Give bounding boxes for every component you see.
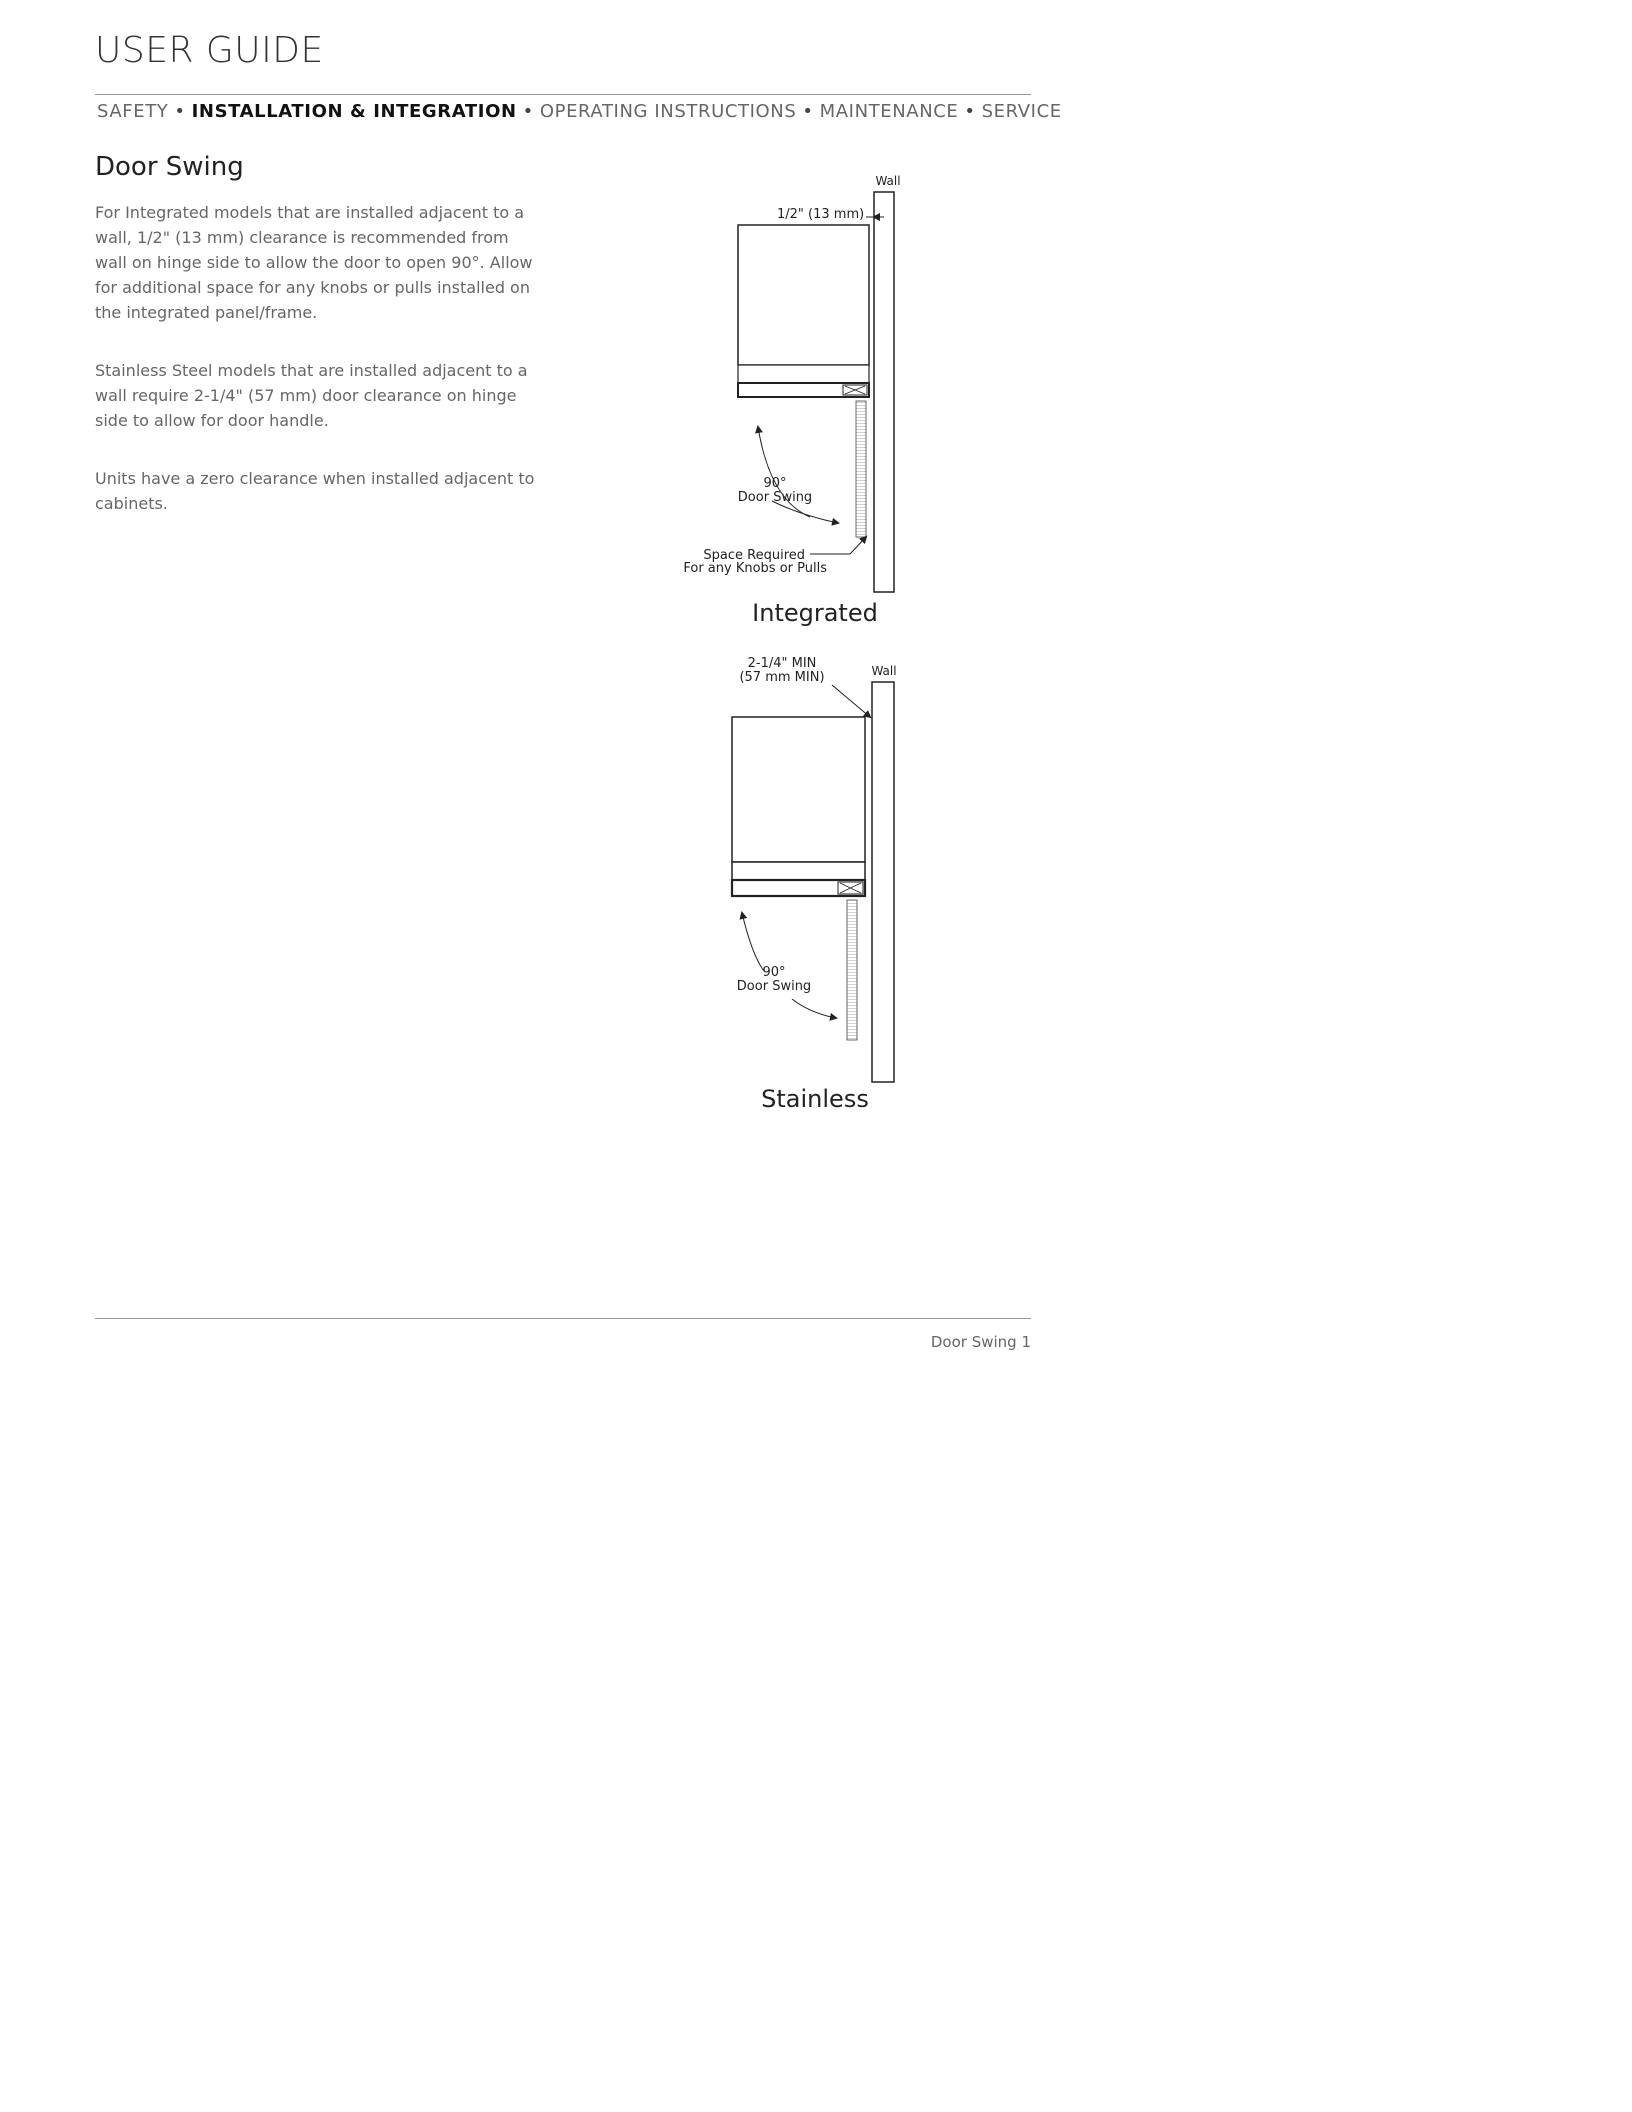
- wall-label-stainless: Wall: [871, 664, 897, 678]
- wall-stainless: [872, 682, 894, 1082]
- swing-label: Door Swing: [737, 490, 813, 505]
- paragraph-integrated: For Integrated models that are installed adjacent to a wall, 1/2" (13 mm) clearance is recommended from wall on hinge side to allow the door to open 90°. Allow for additional space for any knobs or pulls installed on the integrated panel/frame.: [95, 203, 533, 322]
- nav-item-service[interactable]: SERVICE: [981, 101, 1062, 122]
- swung-door-stainless: [847, 900, 857, 1040]
- caption-integrated: Integrated: [752, 599, 878, 627]
- integrated-diagram: [683, 174, 900, 627]
- nav-item-safety[interactable]: SAFETY: [97, 101, 169, 122]
- door-swing-diagrams: [660, 165, 920, 1125]
- cabinet-integrated: [738, 225, 869, 365]
- wall-integrated: [874, 192, 894, 592]
- clearance-label-2: (57 mm MIN): [739, 670, 825, 685]
- nav-item-operating[interactable]: OPERATING INSTRUCTIONS: [539, 101, 797, 122]
- paragraph-stainless: Stainless Steel models that are installed adjacent to a wall require 2-1/4" (57 mm) door clearance on hinge side to allow for door handle.: [95, 361, 528, 430]
- stainless-diagram: [732, 656, 897, 1113]
- space-required-label: Space Required: [703, 548, 805, 563]
- section-nav: [97, 101, 1062, 122]
- wall-label: Wall: [875, 174, 901, 188]
- clearance-label: 1/2" (13 mm): [777, 207, 865, 222]
- nav-separator: •: [522, 101, 534, 122]
- angle-label: 90°: [763, 476, 787, 491]
- footer-page-label: Door Swing 1: [930, 1333, 1031, 1351]
- nav-separator: •: [174, 101, 186, 122]
- caption-stainless: Stainless: [761, 1085, 869, 1113]
- paragraph-zero-clearance: Units have a zero clearance when installed adjacent to cabinets.: [95, 469, 535, 513]
- section-title: Door Swing: [95, 152, 244, 182]
- knobs-pulls-label: For any Knobs or Pulls: [683, 561, 827, 576]
- swing-label-stainless: Door Swing: [736, 979, 812, 994]
- swung-door-integrated: [856, 401, 866, 537]
- clearance-label-1: 2-1/4" MIN: [747, 656, 817, 671]
- cabinet-stainless: [732, 717, 865, 862]
- footer-rule: [95, 1318, 1031, 1319]
- nav-item-maintenance[interactable]: MAINTENANCE: [819, 101, 959, 122]
- header-rule: [95, 94, 1031, 95]
- angle-label-stainless: 90°: [762, 965, 786, 980]
- nav-separator: •: [802, 101, 814, 122]
- nav-item-installation[interactable]: INSTALLATION & INTEGRATION: [191, 101, 517, 122]
- nav-separator: •: [964, 101, 976, 122]
- page-title: USER GUIDE: [95, 30, 324, 71]
